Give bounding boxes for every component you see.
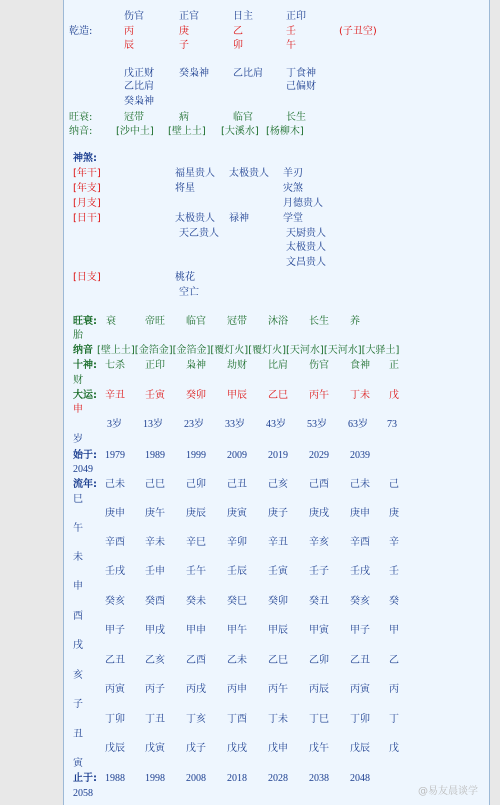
- liunian-cell: 庚午: [145, 508, 165, 519]
- liunian-cell: 申: [73, 581, 83, 592]
- liunian-cell: 癸亥: [105, 596, 125, 607]
- dayun-end-label: 止于:: [73, 773, 97, 784]
- liunian-cell: 寅: [73, 758, 83, 769]
- dayun-sg-label: 十神:: [73, 360, 97, 371]
- dayun-end-year: 2048: [350, 773, 370, 784]
- shensha-item: 太极贵人: [175, 213, 215, 224]
- shensha-item: 文昌贵人: [286, 257, 326, 268]
- liunian-cell: 辛巳: [186, 537, 206, 548]
- liunian-cell: 甲子: [105, 625, 125, 636]
- liunian-cell: 己未: [105, 479, 125, 490]
- shensha-item: 福星贵人: [175, 168, 215, 179]
- liunian-cell: 己: [389, 479, 399, 490]
- liunian-cell: 乙未: [227, 655, 247, 666]
- stems-2: 乙: [233, 26, 243, 37]
- liunian-cell: 己未: [350, 479, 370, 490]
- liunian-cell: 庚申: [350, 508, 370, 519]
- liunian-cell: 乙: [389, 655, 399, 666]
- nayin-value: [杨柳木]: [266, 126, 304, 137]
- liunian-cell: 壬申: [145, 566, 165, 577]
- dayun-age: 13岁: [143, 419, 163, 430]
- dayun-ws-value: 冠带: [227, 316, 247, 327]
- dayun-end-year: 2038: [309, 773, 329, 784]
- liunian-cell: 丙: [389, 684, 399, 695]
- dayun-ws-value: 衰: [106, 316, 116, 327]
- liunian-cell: 丁卯: [350, 714, 370, 725]
- liunian-cell: 庚寅: [227, 508, 247, 519]
- dayun-shishen: 七杀: [105, 360, 125, 371]
- shensha-item: 学堂: [283, 213, 303, 224]
- dayun-end-year: 1998: [145, 773, 165, 784]
- shensha-row-label: [年干]: [73, 168, 101, 179]
- dayun-start-year: 2049: [73, 464, 93, 475]
- shensha-item: 桃花: [175, 272, 195, 283]
- liunian-cell: 乙卯: [309, 655, 329, 666]
- dayun-shishen: 伤官: [309, 360, 329, 371]
- shensha-title: 神煞:: [73, 153, 97, 164]
- liunian-cell: 壬寅: [268, 566, 288, 577]
- liunian-cell: 酉: [73, 611, 83, 622]
- liunian-cell: 甲午: [227, 625, 247, 636]
- dayun-start-year: 2009: [227, 450, 247, 461]
- dayun-pillar: 戊: [389, 390, 399, 401]
- branches-3: 午: [286, 40, 296, 51]
- liunian-cell: 亥: [73, 670, 83, 681]
- liunian-cell: 庚辰: [186, 508, 206, 519]
- liunian-cell: 己亥: [268, 479, 288, 490]
- shensha-item: 将星: [175, 183, 195, 194]
- dayun-start-year: 2019: [268, 450, 288, 461]
- dayun-pillar: 丁未: [350, 390, 370, 401]
- dayun-ws-value: 养: [350, 316, 360, 327]
- dayun-end-year: 2028: [268, 773, 288, 784]
- liunian-cell: 甲辰: [268, 625, 288, 636]
- shensha-item: 月德贵人: [283, 198, 323, 209]
- dayun-shishen: 比肩: [268, 360, 288, 371]
- liunian-cell: 戊午: [309, 743, 329, 754]
- liunian-cell: 癸亥: [350, 596, 370, 607]
- dayun-pillar: 申: [73, 404, 83, 415]
- shensha-item: 羊刃: [283, 168, 303, 179]
- liunian-cell: 戊子: [186, 743, 206, 754]
- liunian-cell: 戊辰: [350, 743, 370, 754]
- liunian-cell: 丙寅: [105, 684, 125, 695]
- dayun-start-label: 始于:: [73, 450, 97, 461]
- wangshuai-value: 冠带: [124, 112, 144, 123]
- liunian-cell: 戊: [389, 743, 399, 754]
- stems-1: 庚: [179, 26, 189, 37]
- dayun-start-year: 2039: [350, 450, 370, 461]
- liunian-cell: 乙酉: [186, 655, 206, 666]
- dayun-pillar: 癸卯: [186, 390, 206, 401]
- dayun-ws-label: 旺衰:: [73, 316, 97, 327]
- liunian-cell: 癸巳: [227, 596, 247, 607]
- dayun-ny-label: 纳音: [73, 345, 93, 356]
- wangshuai-label: 旺衰:: [69, 112, 93, 123]
- wangshuai-value: 病: [179, 112, 189, 123]
- liunian-cell: 戌: [73, 640, 83, 651]
- branches-1: 子: [179, 40, 189, 51]
- liunian-cell: 辛亥: [309, 537, 329, 548]
- tengods-3: 正印: [286, 11, 306, 22]
- dayun-pillar: 甲辰: [227, 390, 247, 401]
- liunian-cell: 辛: [389, 537, 399, 548]
- liunian-cell: 壬戌: [350, 566, 370, 577]
- dayun-dy-label: 大运:: [73, 390, 97, 401]
- shensha-item: 禄神: [229, 213, 249, 224]
- liunian-cell: 辛酉: [350, 537, 370, 548]
- branches-2: 卯: [233, 40, 243, 51]
- dayun-age: 33岁: [225, 419, 245, 430]
- dayun-age: 3岁: [107, 419, 122, 430]
- hidden-stem: 丁食神: [286, 68, 316, 79]
- dayun-end-year: 1988: [105, 773, 125, 784]
- hidden-stem: 癸枭神: [179, 68, 209, 79]
- dayun-start-year: 1999: [186, 450, 206, 461]
- dayun-ws-value: 帝旺: [145, 316, 165, 327]
- watermark: @易友晨谈学: [418, 786, 478, 797]
- dayun-ny-values: [壁上土][金箔金][金箔金][覆灯火][覆灯火][天河水][天河水][大驿土]: [97, 345, 400, 356]
- tengods-2: 日主: [233, 11, 253, 22]
- stems-0: 丙: [124, 26, 134, 37]
- liunian-cell: 丁卯: [105, 714, 125, 725]
- liunian-cell: 丙寅: [350, 684, 370, 695]
- liunian-cell: 壬辰: [227, 566, 247, 577]
- liunian-cell: 丙辰: [309, 684, 329, 695]
- dayun-age: 73: [387, 419, 397, 430]
- liunian-cell: 癸: [389, 596, 399, 607]
- liunian-cell: 壬戌: [105, 566, 125, 577]
- dayun-end-year: 2008: [186, 773, 206, 784]
- liunian-cell: 壬午: [186, 566, 206, 577]
- tengods-1: 正官: [179, 11, 199, 22]
- liunian-cell: 乙丑: [350, 655, 370, 666]
- stems-3: 壬: [286, 26, 296, 37]
- liunian-cell: 癸未: [186, 596, 206, 607]
- liunian-cell: 庚戌: [309, 508, 329, 519]
- kongwang: (子丑空): [339, 26, 377, 37]
- wangshuai-value: 长生: [286, 112, 306, 123]
- shensha-row-label: [月支]: [73, 198, 101, 209]
- nayin-label: 纳音:: [69, 126, 93, 137]
- dayun-ws-value: 长生: [309, 316, 329, 327]
- liunian-cell: 辛未: [145, 537, 165, 548]
- liunian-cell: 辛卯: [227, 537, 247, 548]
- liunian-cell: 戊寅: [145, 743, 165, 754]
- dayun-shishen: 劫财: [227, 360, 247, 371]
- dayun-shishen: 食神: [350, 360, 370, 371]
- liunian-cell: 乙巳: [268, 655, 288, 666]
- hidden-stem: 戊正财: [124, 68, 154, 79]
- shensha-row-label: [日支]: [73, 272, 101, 283]
- shensha-row-label: [年支]: [73, 183, 101, 194]
- liunian-cell: 辛酉: [105, 537, 125, 548]
- liunian-cell: 未: [73, 552, 83, 563]
- liunian-cell: 戊戌: [227, 743, 247, 754]
- liunian-cell: 己酉: [309, 479, 329, 490]
- shensha-item: 天乙贵人: [179, 228, 219, 239]
- liunian-cell: 己卯: [186, 479, 206, 490]
- liunian-cell: 丙申: [227, 684, 247, 695]
- qianzao-label: 乾造:: [69, 26, 93, 37]
- branches-0: 辰: [124, 40, 134, 51]
- liunian-cell: 甲寅: [309, 625, 329, 636]
- liunian-cell: 甲戌: [145, 625, 165, 636]
- wangshuai-value: 临官: [233, 112, 253, 123]
- liunian-cell: 庚子: [268, 508, 288, 519]
- liunian-cell: 午: [73, 523, 83, 534]
- shensha-item: 太极贵人: [286, 242, 326, 253]
- tengods-0: 伤官: [124, 11, 144, 22]
- dayun-shishen: 财: [73, 375, 83, 386]
- liunian-cell: 丑: [73, 729, 83, 740]
- liunian-cell: 己丑: [227, 479, 247, 490]
- liunian-cell: 庚: [389, 508, 399, 519]
- dayun-age: 53岁: [307, 419, 327, 430]
- liunian-cell: 丁未: [268, 714, 288, 725]
- shensha-item: 灾煞: [283, 183, 303, 194]
- liunian-cell: 乙丑: [105, 655, 125, 666]
- dayun-age: 岁: [73, 434, 83, 445]
- liunian-cell: 甲子: [350, 625, 370, 636]
- shensha-item: 天厨贵人: [286, 228, 326, 239]
- dayun-end-year: 2018: [227, 773, 247, 784]
- liunian-cell: 辛丑: [268, 537, 288, 548]
- nayin-value: [沙中土]: [116, 126, 154, 137]
- liunian-cell: 丙戌: [186, 684, 206, 695]
- liunian-cell: 丁酉: [227, 714, 247, 725]
- dayun-start-year: 2029: [309, 450, 329, 461]
- liunian-cell: 戊辰: [105, 743, 125, 754]
- liunian-cell: 甲申: [186, 625, 206, 636]
- liunian-cell: 戊申: [268, 743, 288, 754]
- hidden-stem: 己偏财: [286, 81, 316, 92]
- liunian-cell: 壬: [389, 566, 399, 577]
- dayun-ws-value: 沐浴: [268, 316, 288, 327]
- liunian-cell: 壬子: [309, 566, 329, 577]
- dayun-shishen: 正印: [145, 360, 165, 371]
- dayun-start-year: 1979: [105, 450, 125, 461]
- dayun-pillar: 辛丑: [105, 390, 125, 401]
- dayun-pillar: 乙巳: [268, 390, 288, 401]
- liunian-cell: 丁丑: [145, 714, 165, 725]
- dayun-age: 23岁: [184, 419, 204, 430]
- bazi-chart-page: [63, 0, 490, 805]
- liunian-cell: 癸卯: [268, 596, 288, 607]
- nayin-value: [大溪水]: [221, 126, 259, 137]
- hidden-stem: 癸枭神: [124, 96, 154, 107]
- dayun-ws-value: 胎: [73, 330, 83, 341]
- shensha-item: 太极贵人: [229, 168, 269, 179]
- dayun-end-year: 2058: [73, 788, 93, 799]
- dayun-age: 63岁: [348, 419, 368, 430]
- liunian-cell: 癸丑: [309, 596, 329, 607]
- dayun-age: 43岁: [266, 419, 286, 430]
- dayun-pillar: 丙午: [309, 390, 329, 401]
- liunian-cell: 巳: [73, 494, 83, 505]
- dayun-shishen: 正: [389, 360, 399, 371]
- liunian-cell: 癸酉: [145, 596, 165, 607]
- liunian-cell: 丙午: [268, 684, 288, 695]
- liunian-cell: 丁: [389, 714, 399, 725]
- liunian-cell: 己巳: [145, 479, 165, 490]
- liunian-cell: 乙亥: [145, 655, 165, 666]
- liunian-cell: 丁亥: [186, 714, 206, 725]
- hidden-stem: 乙比肩: [233, 68, 263, 79]
- dayun-ws-value: 临官: [186, 316, 206, 327]
- hidden-stem: 乙比肩: [124, 81, 154, 92]
- shensha-row-label: [日干]: [73, 213, 101, 224]
- liunian-cell: 丙子: [145, 684, 165, 695]
- liunian-cell: 子: [73, 699, 83, 710]
- dayun-shishen: 枭神: [186, 360, 206, 371]
- liunian-cell: 甲: [389, 625, 399, 636]
- liunian-cell: 丁巳: [309, 714, 329, 725]
- liunian-cell: 庚申: [105, 508, 125, 519]
- liunian-label: 流年:: [73, 479, 97, 490]
- nayin-value: [壁上土]: [168, 126, 206, 137]
- shensha-item: 空亡: [179, 287, 199, 298]
- dayun-start-year: 1989: [145, 450, 165, 461]
- dayun-pillar: 壬寅: [145, 390, 165, 401]
